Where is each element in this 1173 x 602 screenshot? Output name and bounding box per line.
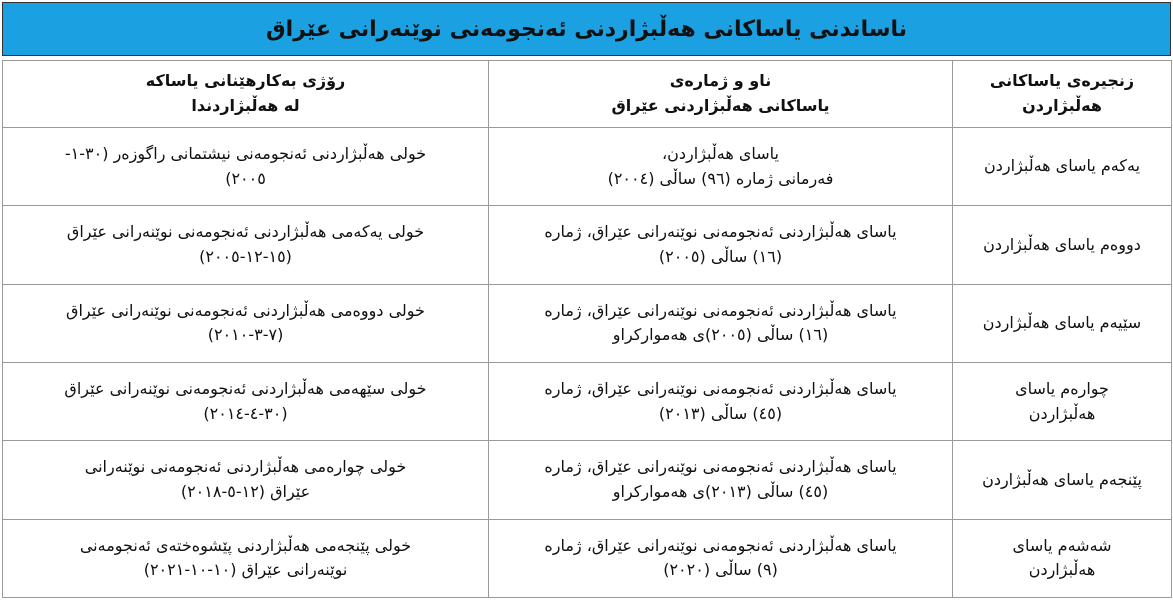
table-header-row (3, 61, 1172, 128)
header-series-line: زنجیرەی یاساکانی (989, 71, 1135, 91)
cell-line: (٤٥) ساڵی (٢٠١٣)ی هەموارکراو (612, 481, 829, 501)
cell-line: (١٦) ساڵی (٢٠٠٥) (658, 246, 783, 266)
cell-line: خولی چوارەمی هەڵبژاردنی ئەنجومەنی نوێنەرانی (84, 457, 407, 477)
cell-line: یاسای هەڵبژاردنی ئەنجومەنی نوێنەرانی عێراق، ژمارە (544, 457, 897, 477)
cell-line: خولی پێنجەمی هەڵبژاردنی پێشوەختەی ئەنجومەنی (79, 535, 412, 555)
page-title: ناساندنی یاساکانی هەڵبژاردنی ئەنجومەنی نوێنەرانی عێراق (266, 16, 907, 42)
cell-date (3, 519, 489, 597)
cell-line: یاسای هەڵبژاردن، (662, 143, 779, 163)
title-bar (2, 2, 1171, 56)
table-row (3, 362, 1172, 440)
cell-line: هەڵبژاردن (1028, 560, 1096, 580)
table-row (3, 519, 1172, 597)
cell-line: سێیەم یاسای هەڵبژاردن (982, 312, 1142, 332)
cell-law (489, 284, 953, 362)
header-series-line: هەڵبژاردن (1022, 96, 1102, 115)
header-date (3, 61, 489, 128)
cell-line: (١٥-١٢-٢٠٠٥) (199, 246, 292, 266)
table-row (3, 441, 1172, 519)
cell-line: ٢٠٠٥) (225, 168, 266, 188)
cell-law (489, 519, 953, 597)
cell-series (953, 206, 1172, 284)
header-law-line: یاساکانی هەڵبژاردنی عێراق (611, 96, 830, 115)
cell-line: دووەم یاسای هەڵبژاردن (983, 234, 1141, 254)
cell-date (3, 206, 489, 284)
cell-line: (٤٥) ساڵی (٢٠١٣) (658, 403, 783, 423)
cell-line: (٧-٣-٢٠١٠) (207, 325, 284, 345)
cell-date (3, 284, 489, 362)
cell-date (3, 128, 489, 206)
cell-line: یەکەم یاسای هەڵبژاردن (983, 156, 1141, 176)
cell-law (489, 206, 953, 284)
header-law (489, 61, 953, 128)
cell-series (953, 441, 1172, 519)
cell-date (3, 362, 489, 440)
cell-series (953, 362, 1172, 440)
cell-line: یاسای هەڵبژاردنی ئەنجومەنی نوێنەرانی عێراق، ژمارە (544, 535, 897, 555)
cell-line: چوارەم یاسای (1015, 378, 1109, 398)
table-row (3, 284, 1172, 362)
cell-date (3, 441, 489, 519)
cell-law (489, 441, 953, 519)
header-series (953, 61, 1172, 128)
cell-line: شەشەم یاسای (1012, 535, 1112, 555)
cell-series (953, 519, 1172, 597)
header-law-line: ناو و ژمارەی (669, 71, 772, 91)
header-date-line: لە هەڵبژاردندا (191, 96, 300, 115)
cell-line: خولی سێهەمی هەڵبژاردنی ئەنجومەنی نوێنەرانی عێراق (64, 378, 427, 398)
elections-laws-table (2, 60, 1172, 598)
table-row (3, 206, 1172, 284)
cell-series (953, 284, 1172, 362)
cell-line: (٩) ساڵی (٢٠٢٠) (663, 560, 778, 580)
cell-line: (٣٠-٤-٢٠١٤) (203, 403, 288, 423)
cell-series (953, 128, 1172, 206)
cell-line: خولی هەڵبژاردنی ئەنجومەنی نیشتمانی راگوزەر (٣٠-١- (64, 143, 427, 163)
cell-line: خولی یەکەمی هەڵبژاردنی ئەنجومەنی نوێنەرانی عێراق (66, 222, 425, 242)
header-date-line: رۆژی بەکارهێنانی یاساکە (145, 71, 346, 91)
cell-line: هەڵبژاردن (1028, 403, 1096, 423)
cell-line: پێنجەم یاسای هەڵبژاردن (982, 469, 1142, 489)
cell-line: یاسای هەڵبژاردنی ئەنجومەنی نوێنەرانی عێراق، ژمارە (544, 378, 897, 398)
cell-law (489, 362, 953, 440)
cell-line: (١٦) ساڵی (٢٠٠٥)ی هەموارکراو (612, 325, 829, 345)
cell-line: فەرمانی ژمارە (٩٦) ساڵی (٢٠٠٤) (607, 168, 834, 188)
cell-line: عێراق (١٢-٥-٢٠١٨) (180, 481, 311, 501)
cell-law (489, 128, 953, 206)
table-row (3, 128, 1172, 206)
cell-line: یاسای هەڵبژاردنی ئەنجومەنی نوێنەرانی عێراق، ژمارە (544, 300, 897, 320)
cell-line: یاسای هەڵبژاردنی ئەنجومەنی نوێنەرانی عێراق، ژمارە (544, 222, 897, 242)
cell-line: نوێنەرانی عێراق (١٠-١٠-٢٠٢١) (143, 560, 348, 580)
cell-line: خولی دووەمی هەڵبژاردنی ئەنجومەنی نوێنەرانی عێراق (66, 300, 425, 320)
